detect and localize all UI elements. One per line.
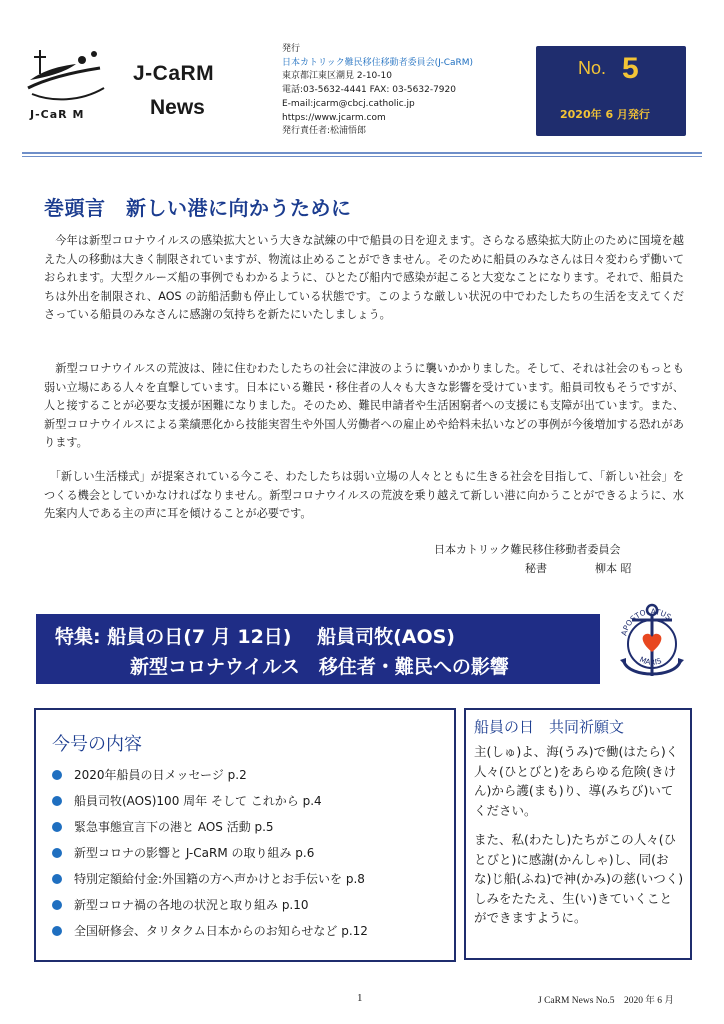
contents-item-label: 緊急事態宣言下の港と AOS 活動 p.5 (74, 820, 274, 834)
prayer-paragraph-1: 主(しゅ)よ、海(うみ)で働(はたら)く人々(ひとびと)をあらゆる危険(きけん)から護(まも)り、導(みちび)いてください。 (474, 744, 679, 818)
contents-item[interactable] (52, 766, 247, 783)
bullet-icon (52, 770, 62, 780)
issue-number: 5 (622, 52, 639, 85)
contents-item-label: 2020年船員の日メッセージ p.2 (74, 768, 247, 782)
issue-badge (536, 46, 686, 136)
publisher-email[interactable]: E-mail:jcarm@cbcj.catholic.jp (282, 98, 415, 109)
anchor-heart-logo-icon (614, 600, 690, 686)
foreword-paragraph-2 (44, 360, 684, 453)
contents-item[interactable] (52, 792, 322, 809)
foreword-paragraph-1-text: 今年は新型コロナウイルスの感染拡大という大きな試練の中で船員の日を迎えます。さらなる感染拡大防止のために国境を越えた人の移動は大きく制限されていますが、物流は止めることができません。そのために船員のみなさんは日々変わらず働いておられます。大型クルーズ船の事例でもわかるように、ひとたび船内で感染が起こると大変なことになります。それで、船員たちは外出を制限され、AOS の訪船活動も停止している状態です。このような厳しい状況の中でわたしたちの生活を支えてくださっている船員のみなさんに感謝の気持ちを新たにいたしましょう。 (44, 234, 684, 321)
footer-issue-info: J CaRM News No.5 2020 年 6 月 (538, 996, 674, 1006)
issue-no-label: No. (578, 58, 607, 78)
signature-name: 柳本 昭 (595, 562, 632, 575)
foreword-paragraph-2-text: 新型コロナウイルスの荒波は、陸に住むわたしたちの社会に津波のように襲いかかりました。そして、それは社会のもっとも弱い立場にある人々を直撃しています。日本にいる難民・移住者の人々も大きな影響を受けています。船員司牧もそうですが、人と接することが必要な支援が困難になりました。そのため、難民申請者や生活困窮者への支援にも支障が出ています。また、新型コロナウイルスによる業績悪化から技能実習生や外国人労働者への雇止めや給料未払いなどの事例が今後増加する恐れがあります。 (44, 362, 684, 449)
signature-org: 日本カトリック難民移住移動者委員会 (434, 543, 621, 556)
feature-title-line2: 新型コロナウイルス 移住者・難民への影響 (130, 656, 509, 678)
bullet-icon (52, 822, 62, 832)
contents-title: 今号の内容 (52, 734, 142, 755)
logo-caption: J-CaR M (30, 108, 85, 121)
publisher-tel-fax: 電話:03-5632-4441 FAX: 03-5632-7920 (282, 85, 456, 96)
aos-logo (614, 600, 690, 686)
newsletter-brand: J-CaRM (133, 62, 215, 85)
publisher-url[interactable]: https://www.jcarm.com (282, 112, 386, 123)
contents-item-label: 全国研修会、タリタクム日本からのお知らせなど p.12 (74, 924, 368, 938)
contents-item[interactable] (52, 844, 314, 861)
foreword-paragraph-1 (44, 232, 684, 325)
contents-item-label: 新型コロナの影響と J-CaRM の取り組み p.6 (74, 846, 315, 860)
bullet-icon (52, 848, 62, 858)
publisher-editor: 発行責任者:松浦悟郎 (282, 126, 367, 137)
contents-item[interactable] (52, 870, 365, 887)
bullet-icon (52, 796, 62, 806)
page-number: 1 (357, 992, 363, 1004)
contents-item[interactable] (52, 922, 368, 939)
issue-date: 2020年 6 月発行 (560, 108, 650, 121)
aos-logo-text-top: APOSTOLATUS (619, 606, 673, 637)
newsletter-brand-news: News (150, 96, 205, 119)
publisher-org: 日本カトリック難民移住移動者委員会(J-CaRM) (282, 57, 474, 68)
foreword-paragraph-3-text: 「新しい生活様式」が提案されている今こそ、わたしたちは弱い立場の人々とともに生きる社会を目指して、「新しい社会」をつくる機会としていかなければなりません。新型コロナウイルスの荒波を乗り越えて新しい港に向かうことができるように、水先案内人である主の声に耳を傾けることが必要です。 (44, 470, 684, 520)
prayer-paragraph-2: また、私(わたし)たちがこの人々(ひとびと)に感謝(かんしゃ)し、同(おな)じ船(ふね)で神(かみ)の慈(いつく)しみをたたえ、生(い)きていくことができますように。 (474, 832, 684, 926)
header-divider (22, 152, 702, 154)
signature-role: 秘書 (525, 562, 547, 575)
bullet-icon (52, 874, 62, 884)
foreword-paragraph-3 (44, 468, 684, 524)
aos-logo-text-bottom: MARIS (638, 654, 663, 667)
publisher-info (282, 43, 542, 139)
contents-item[interactable] (52, 818, 274, 835)
header-divider-thin (22, 156, 702, 157)
foreword-title: 巻頭言 新しい港に向かうために (44, 196, 352, 220)
bullet-icon (52, 926, 62, 936)
contents-item-label: 新型コロナ禍の各地の状況と取り組み p.10 (74, 898, 309, 912)
publisher-label: 発行 (282, 44, 301, 54)
prayer-title: 船員の日 共同祈願文 (474, 718, 625, 736)
contents-item-label: 特別定額給付金:外国籍の方へ声かけとお手伝いを p.8 (74, 872, 365, 886)
publisher-address: 東京都江東区潮見 2-10-10 (282, 71, 392, 82)
contents-item[interactable] (52, 896, 309, 913)
bullet-icon (52, 900, 62, 910)
feature-title-line1: 特集: 船員の日(7 月 12日) 船員司牧(AOS) (55, 626, 455, 648)
contents-item-label: 船員司牧(AOS)100 周年 そして これから p.4 (74, 794, 322, 808)
